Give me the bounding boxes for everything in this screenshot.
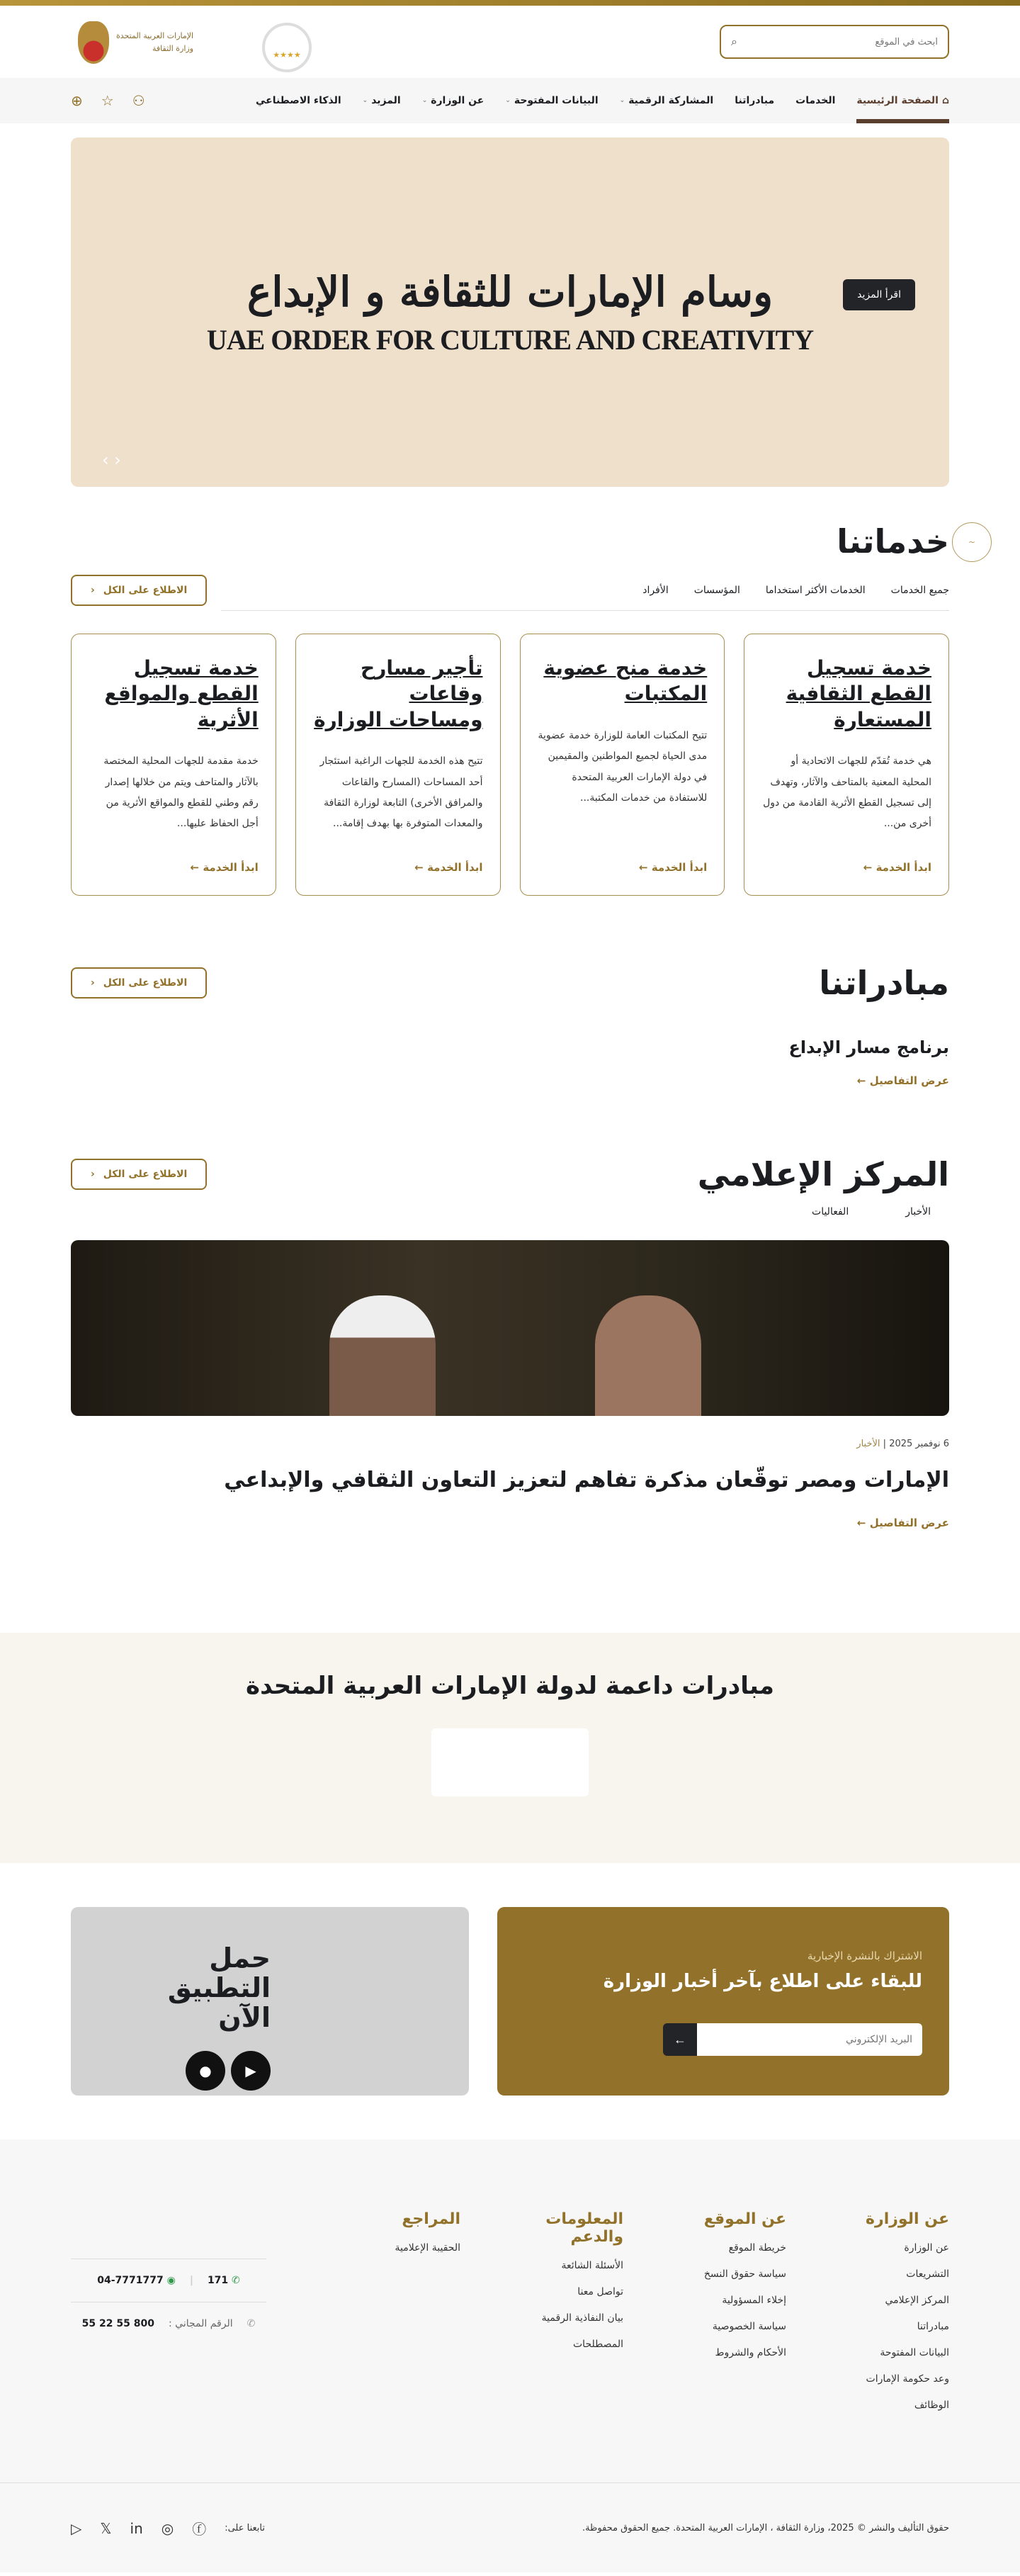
uae-emblem-icon [78, 21, 109, 64]
search-icon[interactable]: ⌕ [731, 35, 737, 48]
footer-column [666, 2210, 786, 2426]
nav-item[interactable]: ⌂ الصفحة الرئيسية [856, 78, 949, 123]
language-globe-icon[interactable]: ⊕ [71, 92, 83, 109]
nav-item[interactable]: مبادراتنا [735, 95, 775, 106]
footer-link[interactable]: تواصل معنا [577, 2286, 623, 2297]
arrow-left-icon: ← [674, 2032, 686, 2047]
services-tab[interactable]: الخدمات الأكثر استخداما [765, 585, 866, 596]
logo-line-1: الإمارات العربية المتحدة [116, 31, 194, 41]
supporting-title: مبادرات داعمة لدولة الإمارات العربية المتحدة [246, 1672, 774, 1700]
service-desc: خدمة مقدمة للجهات المحلية المختصة بالآثار والمتاحف ويتم من خلالها إصدار رقم وطني للقطع والمواقع الأثرية من أجل الحفاظ عليها... [103, 755, 259, 830]
start-service-link[interactable]: ابدأ الخدمة ← [863, 861, 931, 874]
footer-link[interactable]: مبادراتنا [917, 2321, 949, 2332]
footer-link[interactable]: البيانات المفتوحة [880, 2347, 949, 2358]
prev-slide-icon[interactable]: ‹ [102, 450, 109, 470]
email-field[interactable] [697, 2023, 922, 2056]
service-card[interactable] [520, 634, 725, 896]
instagram-icon[interactable]: ◎ [161, 2519, 174, 2537]
news-headline[interactable]: الإمارات ومصر توقّعان مذكرة تفاهم لتعزيز التعاون الثقافي والإبداعي [224, 1468, 949, 1492]
nav-item[interactable]: المزيد ⌄ [362, 95, 401, 106]
nav-item[interactable]: عن الوزارة ⌄ [421, 95, 484, 106]
chevron-left-icon: ‹ [91, 1169, 95, 1180]
footer-link[interactable]: المصطلحات [573, 2339, 623, 2350]
services-tab[interactable]: الأفراد [642, 585, 669, 596]
news-image[interactable] [71, 1240, 949, 1416]
read-more-button[interactable]: اقرأ المزيد [843, 279, 915, 310]
services-view-all-button[interactable]: الاطلاع على الكل ‹ [71, 575, 207, 606]
whatsapp-contact[interactable]: ◉ 04-7771777 [97, 2275, 176, 2286]
award-stars: ★★★★ [273, 50, 301, 60]
chevron-left-icon: ‹ [91, 585, 95, 596]
tollfree-number[interactable]: 800 55 22 55 [81, 2318, 154, 2329]
copyright: حقوق التأليف والنشر © 2025، وزارة الثقافة ، الإمارات العربية المتحدة. جميع الحقوق محفوظة. [582, 2523, 949, 2533]
service-title[interactable]: تأجير مسارح وقاعات ومساحات الوزارة [314, 656, 483, 731]
start-service-link[interactable]: ابدأ الخدمة ← [414, 861, 483, 874]
news-date: 6 نوفمبر 2025 [889, 1439, 949, 1449]
footer-link[interactable]: التشريعات [906, 2268, 949, 2280]
app-title: حمل التطبيق الآن [167, 1942, 271, 2033]
service-desc: هي خدمة تُقدّم للجهات الاتحادية أو المحلية المعنية بالمتاحف والآثار، وتهدف إلى تسجيل القطع الأثرية القادمة من دول أخرى من... [763, 755, 931, 830]
services-section [71, 522, 976, 896]
footer-column [829, 2210, 949, 2426]
media-title: المركز الإعلامي [697, 1155, 949, 1193]
service-card[interactable] [71, 634, 276, 896]
news-category[interactable]: الأخبار [856, 1439, 880, 1449]
site-search[interactable] [720, 25, 949, 59]
service-card[interactable] [295, 634, 501, 896]
nav-item[interactable]: المشاركة الرقمية ⌄ [619, 95, 714, 106]
app-download-card [71, 1907, 469, 2096]
footer-link[interactable]: خريطة الموقع [728, 2242, 786, 2254]
chevron-down-icon: ⌄ [421, 97, 428, 104]
search-input[interactable] [744, 37, 938, 47]
footer [0, 2139, 1020, 2572]
phone-contact[interactable]: ✆ 171 [207, 2275, 240, 2286]
accessibility-icon[interactable]: ☆ [101, 92, 114, 109]
footer-link[interactable]: بيان النفاذية الرقمية [541, 2312, 623, 2324]
person-figure [329, 1295, 436, 1416]
tollfree-icon: ✆ [246, 2318, 256, 2329]
apple-icon[interactable]: ● [186, 2051, 225, 2091]
user-icon[interactable]: ⚇ [132, 92, 145, 109]
logo-line-2: وزارة الثقافة [152, 44, 194, 53]
ministry-logo[interactable] [78, 21, 193, 64]
service-title[interactable]: خدمة تسجيل القطع الثقافية المستعارة [786, 656, 931, 731]
hero-title-ar: وسام الإمارات للثقافة و الإبداع [246, 268, 774, 316]
arrow-left-icon: ← [190, 861, 200, 874]
tollfree-label: الرقم المجاني : [168, 2318, 233, 2329]
initiative-details-link[interactable]: عرض التفاصيل ← [856, 1074, 949, 1087]
initiative-logo-box[interactable] [431, 1728, 589, 1796]
whatsapp-icon: ◉ [166, 2275, 176, 2286]
services-tab[interactable]: جميع الخدمات [890, 585, 949, 596]
footer-link[interactable]: وعد حكومة الإمارات [866, 2373, 949, 2385]
footer-link[interactable]: الحقيبة الإعلامية [395, 2242, 460, 2254]
tab-news[interactable]: الأخبار [905, 1206, 931, 1217]
arrow-left-icon: ← [856, 1074, 866, 1087]
footer-link[interactable]: الأحكام والشروط [715, 2347, 786, 2358]
top-accent-bar [0, 0, 1020, 6]
service-desc: تتيح المكتبات العامة للوزارة خدمة عضوية مدى الحياة لجميع المواطنين والمقيمين في دولة الإمارات العربية المتحدة للاستفادة من خدمات المكتبة... [538, 729, 708, 804]
arrow-left-icon: ← [414, 861, 424, 874]
newsletter-title: للبقاء على اطلاع بآخر أخبار الوزارة [603, 1971, 922, 1992]
footer-column-title: عن الموقع [703, 2210, 786, 2228]
news-details-link[interactable]: عرض التفاصيل ← [856, 1517, 949, 1529]
person-figure [595, 1295, 701, 1416]
contact-info: ✆ 171 | ◉ 04-7771777 ✆ الرقم المجاني : 800 55 22 55 [71, 2259, 266, 2426]
service-title[interactable]: خدمة تسجيل القطع والمواقع الأثرية [104, 656, 259, 731]
chevron-down-icon: ⌄ [362, 97, 368, 104]
chevron-down-icon: ⌄ [619, 97, 625, 104]
newsletter-label: الاشتراك بالنشرة الإخبارية [807, 1950, 922, 1962]
youtube-icon[interactable]: ▷ [71, 2519, 82, 2537]
footer-column [503, 2210, 623, 2426]
media-view-all-button[interactable]: الاطلاع على الكل ‹ [71, 1159, 207, 1190]
site-header [71, 6, 949, 78]
services-title: خدماتنا [837, 522, 949, 561]
facebook-icon[interactable]: ⓕ [192, 2521, 207, 2538]
footer-column-title: عن الوزارة [866, 2210, 949, 2228]
hero-banner [71, 137, 949, 487]
nav-item[interactable]: البيانات المفتوحة ⌄ [505, 95, 599, 106]
follow-label: تابعنا على: [225, 2523, 265, 2533]
subscribe-button[interactable] [663, 2023, 697, 2056]
linkedin-icon[interactable]: in [130, 2519, 143, 2537]
hero-title-en: UAE ORDER FOR CULTURE AND CREATIVITY [206, 324, 814, 356]
home-icon: ⌂ [941, 95, 949, 106]
side-floating-badge[interactable]: ~ [952, 522, 992, 562]
arrow-left-icon: ← [863, 861, 873, 874]
arrow-left-icon: ← [639, 861, 648, 874]
start-service-link[interactable]: ابدأ الخدمة ← [639, 861, 708, 874]
footer-link[interactable]: سياسة الخصوصية [712, 2321, 786, 2332]
footer-link[interactable]: الأسئلة الشائعة [561, 2260, 623, 2271]
arrow-left-icon: ← [856, 1517, 866, 1529]
phone-icon: ✆ [232, 2275, 240, 2286]
x-icon[interactable]: 𝕏 [100, 2519, 112, 2537]
service-desc: تتيح هذه الخدمة للجهات الراغبة استئجار أحد المساحات (المسارح والقاعات والمرافق الأخرى) التابعة لوزارة الثقافة والمعدات المتوفرة بها بهدف إقامة... [319, 755, 483, 830]
media-section: المركز الإعلامي الاطلاع على الكل ‹ الأخبار الفعاليات 6 نوفمبر 2025 | الأخبار الإمارات ومصر توقّعان مذكرة تفاهم لتعزيز التعاون الثقافي والإبداعي عرض التفاصيل ← [71, 1155, 949, 1529]
main-nav [0, 78, 1020, 123]
footer-link[interactable]: الوظائف [914, 2400, 949, 2411]
start-service-link[interactable]: ابدأ الخدمة ← [190, 861, 259, 874]
nav-item[interactable]: الذكاء الاصطناعي [255, 95, 341, 106]
footer-link[interactable]: إخلاء المسؤولية [722, 2295, 786, 2306]
chevron-down-icon: ⌄ [505, 97, 511, 104]
initiatives-section [71, 964, 949, 1087]
nav-item[interactable]: الخدمات [795, 95, 836, 106]
footer-column [340, 2210, 460, 2426]
services-tab[interactable]: المؤسسات [693, 585, 740, 596]
service-title[interactable]: خدمة منح عضوية المكتبات [543, 656, 708, 706]
google-play-icon[interactable]: ▶ [231, 2051, 271, 2091]
tab-events[interactable]: الفعاليات [812, 1206, 849, 1217]
newsletter-card [497, 1907, 949, 2096]
footer-column-title: المعلومات والدعم [545, 2210, 623, 2246]
chevron-left-icon: ‹ [91, 977, 95, 989]
initiatives-view-all-button[interactable]: الاطلاع على الكل ‹ [71, 967, 207, 999]
footer-link[interactable]: سياسة حقوق النسخ [703, 2268, 786, 2280]
footer-link[interactable]: المركز الإعلامي [885, 2295, 949, 2306]
initiatives-title: مبادراتنا [819, 964, 949, 1002]
footer-column-title: المراجع [402, 2210, 460, 2228]
initiative-title[interactable]: برنامج مسار الإبداع [788, 1037, 949, 1057]
next-slide-icon[interactable]: › [114, 450, 121, 470]
supporting-initiatives [0, 1633, 1020, 1863]
service-card[interactable] [744, 634, 949, 896]
footer-link[interactable]: عن الوزارة [904, 2242, 949, 2254]
award-badge [262, 23, 312, 72]
